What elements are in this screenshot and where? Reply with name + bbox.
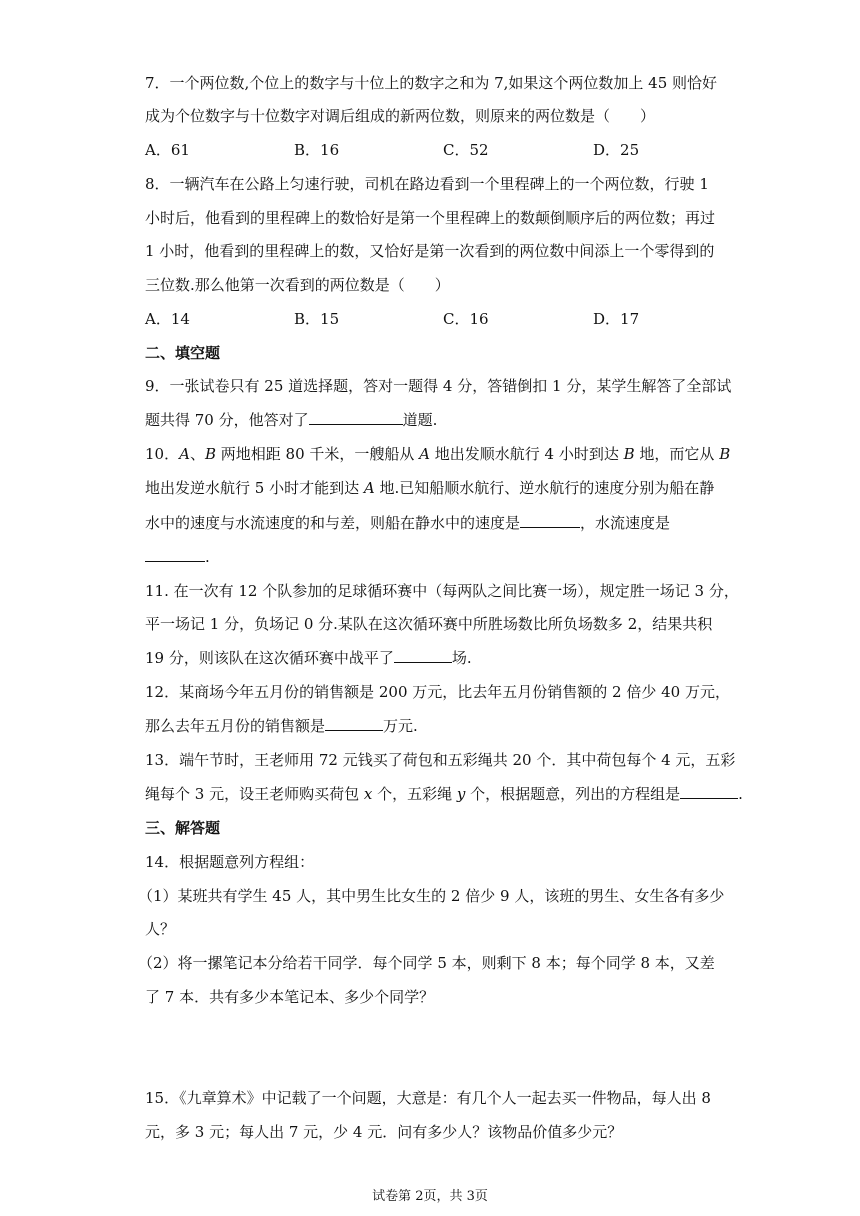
page-footer: 试卷第 2页，共 3页 (372, 1189, 488, 1204)
q14-part1-line-1: （1）某班共有学生 45 人，其中男生比女生的 2 倍少 9 人，该班的男生、女生各有多少 (138, 887, 725, 905)
q10-text: 地出发顺水航行 4 小时到达 (430, 445, 624, 463)
q8-line-2: 小时后，他看到的里程碑上的数恰好是第一个里程碑上的数颠倒顺序后的两位数；再过 (145, 209, 716, 227)
q13-line-1: 13．端午节时，王老师用 72 元钱买了荷包和五彩绳共 20 个．其中荷包每个 4 元，五彩 (145, 751, 736, 769)
q8-option-a: A．14 (145, 310, 190, 328)
q10-text: ，水流速度是 (580, 514, 671, 532)
q13-line-2 (145, 784, 743, 804)
q12-answer-blank[interactable] (325, 716, 383, 731)
q11-line-2: 平一场记 1 分，负场记 0 分.某队在这次循环赛中所胜场数比所负场数多 2，结果共积 (145, 615, 713, 633)
q10-var-a: A (363, 479, 375, 497)
q13-text: 绳每个 3 元，设王老师购买荷包 (145, 785, 364, 803)
section-solve-heading: 三、解答题 (145, 819, 221, 837)
q8-line-3: 1 小时，他看到的里程碑上的数，又恰好是第一次看到的两位数中间添上一个零得到的 (145, 242, 715, 260)
q7-line-2: 成为个位数字与十位数字对调后组成的新两位数，则原来的两位数是（ ） (145, 107, 656, 125)
q11-answer-blank[interactable] (394, 648, 452, 663)
q10-current-blank[interactable] (145, 547, 205, 562)
q13-answer-blank[interactable] (680, 784, 738, 799)
q14-part2-line-2: 了 7 本．共有多少本笔记本、多少个同学？ (145, 988, 435, 1006)
q9-line-1: 9．一张试卷只有 25 道选择题，答对一题得 4 分，答错倒扣 1 分，某学生解答了全部试 (145, 377, 732, 395)
q10-text: 、 (189, 445, 205, 463)
q8-line-4: 三位数.那么他第一次看到的两位数是（ ） (145, 276, 450, 294)
q13-text: 个，根据题意，列出的方程组是 (465, 785, 681, 803)
q10-var-a: A (179, 445, 190, 463)
q10-var-b: B (719, 445, 731, 463)
q12-line-2 (145, 716, 418, 736)
q7-option-b: B．16 (294, 141, 340, 159)
q14-part1-line-2: 人？ (145, 920, 176, 938)
q8-option-c: C．16 (443, 310, 489, 328)
q15-line-2: 元，多 3 元；每人出 7 元，少 4 元．问有多少人？该物品价值多少元？ (145, 1123, 623, 1141)
q10-var-b: B (623, 445, 635, 463)
q7-line-1: 7．一个两位数,个位上的数字与十位上的数字之和为 7,如果这个两位数加上 45 则恰好 (145, 74, 718, 92)
q10-var-b: B (204, 445, 216, 463)
q10-text: 地.已知船顺水航行、逆水航行的速度分别为船在静 (374, 479, 715, 497)
q11-line-1: 11. 在一次有 12 个队参加的足球循环赛中（每两队之间比赛一场），规定胜一场记 3 分， (145, 582, 739, 600)
q15-line-1: 15．《九章算术》中记载了一个问题，大意是：有几个人一起去买一件物品，每人出 8 (145, 1089, 711, 1107)
q10-line-4 (145, 547, 210, 567)
q10-var-a: A (419, 445, 430, 463)
q10-text: . (205, 548, 210, 566)
q11-line-3 (145, 648, 472, 668)
q10-text: 地出发逆水航行 5 小时才能到达 (145, 479, 364, 497)
q10-text: 10． (145, 445, 180, 463)
q9-line-2 (145, 410, 437, 430)
q13-text: . (738, 785, 743, 803)
q8-option-d: D．17 (593, 310, 640, 328)
q7-option-c: C．52 (443, 141, 489, 159)
q10-line-1 (145, 444, 730, 464)
q7-option-d: D．25 (593, 141, 640, 159)
q14-line-1: 14．根据题意列方程组： (145, 853, 315, 871)
q12-text-b: 万元. (383, 717, 418, 735)
q12-text-a: 那么去年五月份的销售额是 (145, 717, 326, 735)
q10-text: 地，而它从 (634, 445, 720, 463)
q7-option-a: A．61 (145, 141, 190, 159)
q12-line-1: 12．某商场今年五月份的销售额是 200 万元，比去年五月份销售额的 2 倍少 40 万元， (145, 683, 730, 701)
q10-text: 水中的速度与水流速度的和与差，则船在静水中的速度是 (145, 514, 521, 532)
section-fill-in-heading: 二、填空题 (145, 344, 221, 362)
q10-speed-blank[interactable] (520, 513, 580, 528)
q10-text: 两地相距 80 千米，一艘船从 (215, 445, 420, 463)
q9-text-a: 题共得 70 分，他答对了 (145, 411, 309, 429)
q14-part2-line-1: （2）将一摞笔记本分给若干同学．每个同学 5 本，则剩下 8 本；每个同学 8 本，又差 (138, 954, 715, 972)
q11-text-b: 场. (451, 649, 472, 667)
q13-var-x: x (363, 785, 373, 803)
q9-answer-blank[interactable] (309, 410, 403, 425)
q13-text: 个，五彩绳 (372, 785, 457, 803)
q10-line-2 (145, 478, 714, 498)
q8-option-b: B．15 (294, 310, 340, 328)
q8-line-1: 8．一辆汽车在公路上匀速行驶，司机在路边看到一个里程碑上的一个两位数，行驶 1 (145, 175, 709, 193)
q10-line-3 (145, 513, 670, 533)
q11-text-a: 19 分，则该队在这次循环赛中战平了 (145, 649, 394, 667)
q9-text-b: 道题. (402, 411, 438, 429)
q13-var-y: y (456, 785, 466, 803)
